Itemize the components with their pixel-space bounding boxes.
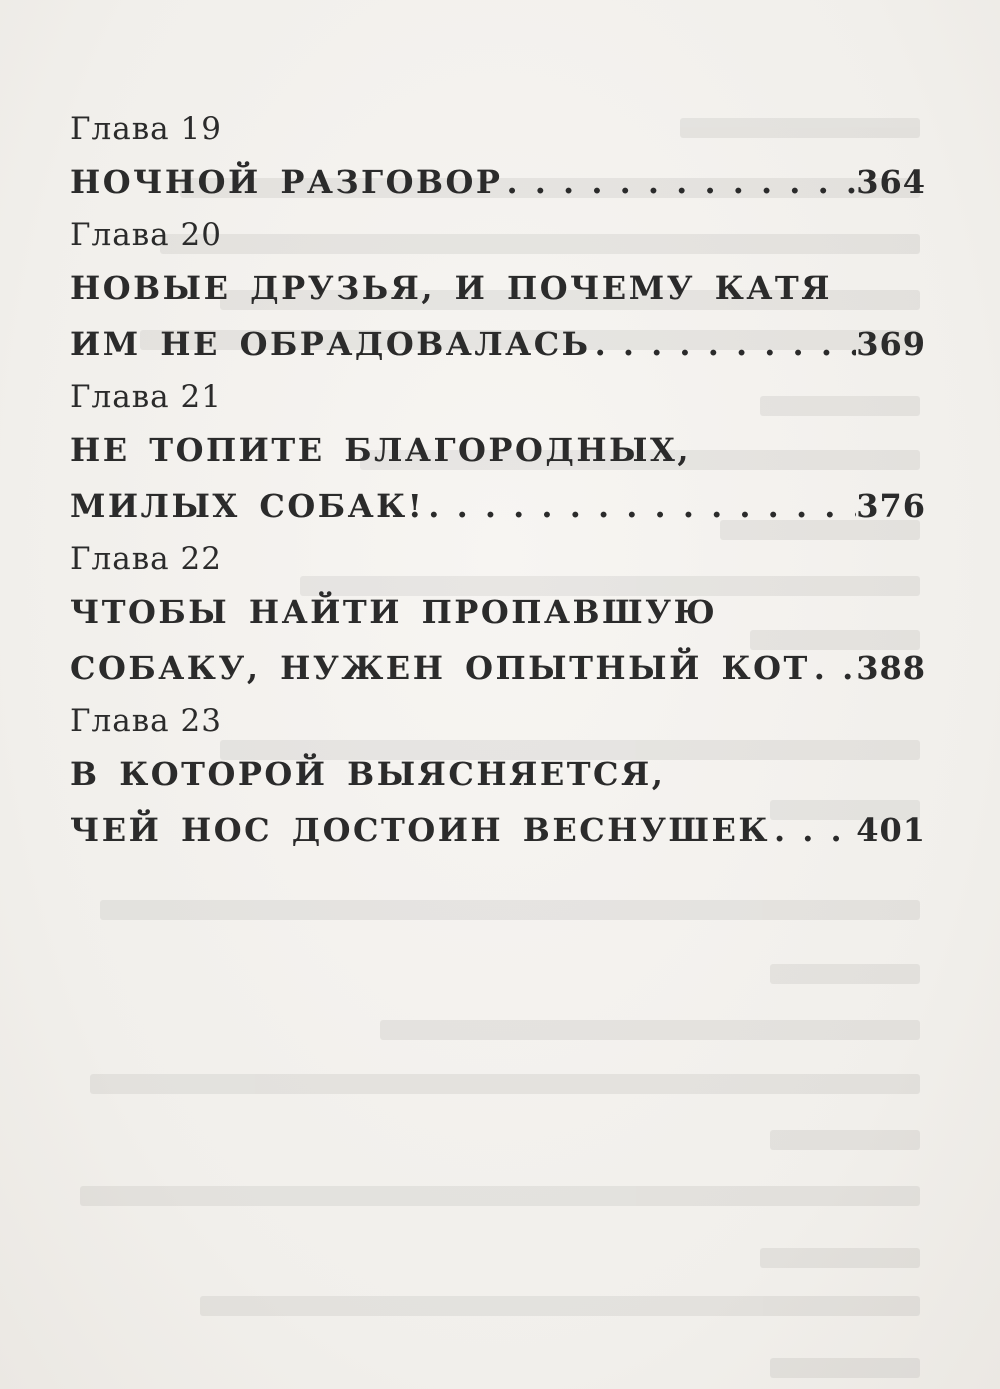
- toc-entry-23: [70, 696, 930, 858]
- chapter-label: Глава 22: [70, 541, 222, 577]
- chapter-title-line: [70, 478, 926, 534]
- page-number: 388: [856, 649, 926, 687]
- toc-entry-20: [70, 210, 930, 372]
- chapter-title-line: НЕ ТОПИТЕ БЛАГОРОДНЫХ,: [70, 431, 691, 469]
- chapter-title-text: НОЧНОЙ РАЗГОВОР: [70, 163, 503, 201]
- chapter-title-text: МИЛЫХ СОБАК!: [70, 487, 425, 525]
- dot-leader: [810, 640, 856, 696]
- chapter-label: Глава 20: [70, 217, 222, 253]
- page-number: 401: [856, 811, 926, 849]
- chapter-title-text: ЧЕЙ НОС ДОСТОИН ВЕСНУШЕК: [70, 811, 770, 849]
- table-of-contents: [70, 104, 930, 858]
- chapter-title-line: В КОТОРОЙ ВЫЯСНЯЕТСЯ,: [70, 755, 666, 793]
- chapter-title-line: НОВЫЕ ДРУЗЬЯ, И ПОЧЕМУ КАТЯ: [70, 269, 832, 307]
- dot-leader: [770, 802, 856, 858]
- chapter-title-text: ИМ НЕ ОБРАДОВАЛАСЬ: [70, 325, 591, 363]
- chapter-title-line: [70, 640, 926, 696]
- page-number: 364: [856, 163, 926, 201]
- chapter-label: Глава 23: [70, 703, 222, 739]
- chapter-label: Глава 19: [70, 111, 222, 147]
- toc-entry-22: [70, 534, 930, 696]
- dot-leader: [502, 154, 856, 210]
- dot-leader: [424, 478, 856, 534]
- page-number: 376: [856, 487, 926, 525]
- toc-entry-19: [70, 104, 930, 210]
- chapter-title-line: [70, 316, 926, 372]
- chapter-title-line: ЧТОБЫ НАЙТИ ПРОПАВШУЮ: [70, 593, 718, 631]
- chapter-label: Глава 21: [70, 379, 222, 415]
- chapter-title-text: СОБАКУ, НУЖЕН ОПЫТНЫЙ КОТ: [70, 649, 810, 687]
- page-number: 369: [856, 325, 926, 363]
- chapter-title-line: [70, 802, 926, 858]
- chapter-title-line: [70, 154, 926, 210]
- toc-entry-21: [70, 372, 930, 534]
- dot-leader: [591, 316, 857, 372]
